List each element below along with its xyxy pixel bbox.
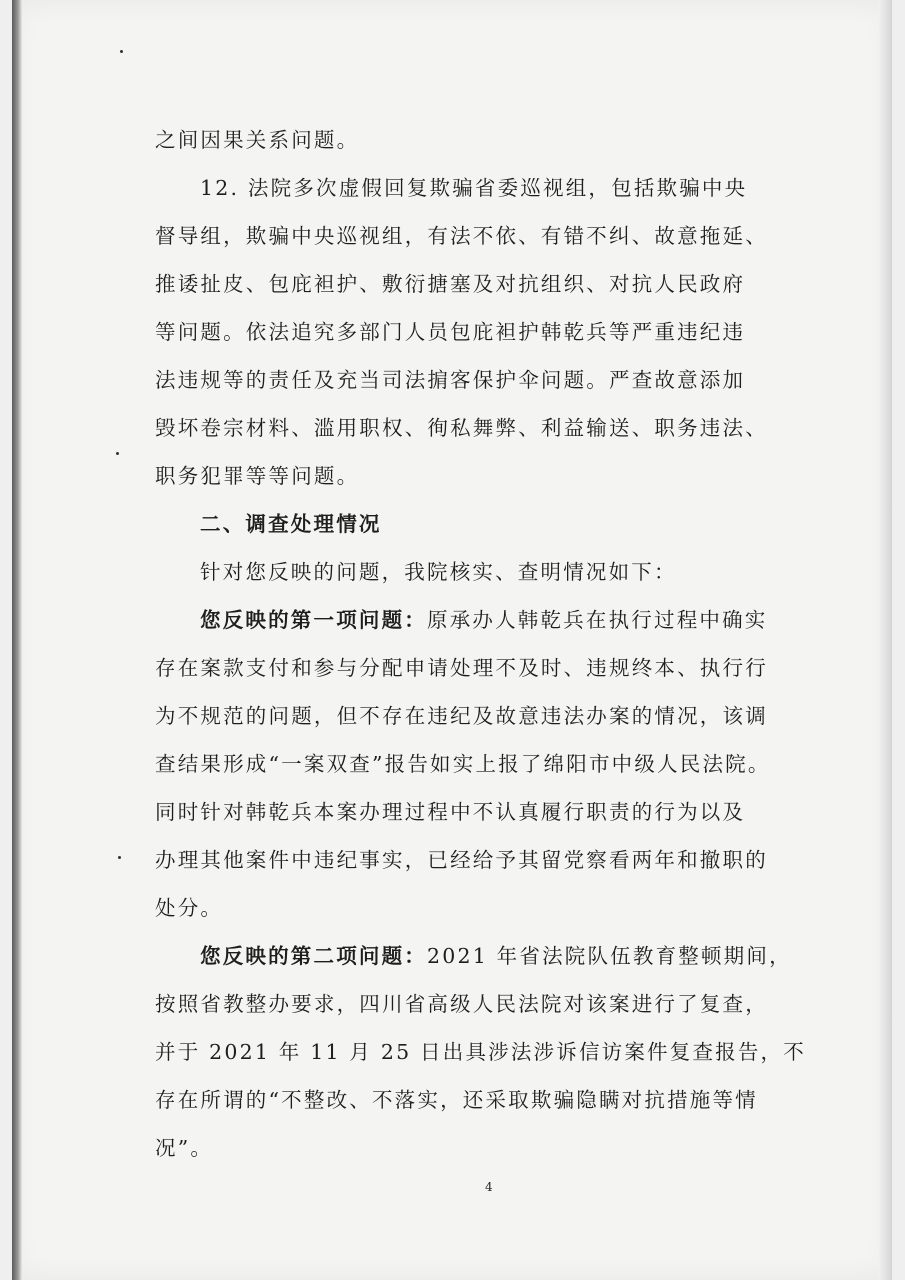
item2-first-line-text: 2021 年省法院队伍教育整顿期间， <box>427 944 792 968</box>
item1-first-line-text: 原承办人韩乾兵在执行过程中确实 <box>427 608 768 632</box>
speck-mark <box>120 50 123 53</box>
body-line: 12. 法院多次虚假回复欺骗省委巡视组，包括欺骗中央 <box>200 176 748 200</box>
item2-first-line <box>155 932 830 980</box>
item2-line: 存在所谓的“不整改、不落实，还采取欺骗隐瞒对抗措施等情 <box>155 1088 758 1112</box>
item1-label: 您反映的第一项问题： <box>200 608 427 632</box>
item2-label: 您反映的第二项问题： <box>200 944 427 968</box>
item1-first-line <box>155 596 830 644</box>
page-right-edge-shadow <box>878 0 892 1280</box>
body-line: 之间因果关系问题。 <box>155 128 360 152</box>
section-heading: 二、调查处理情况 <box>200 512 382 536</box>
body-line: 职务犯罪等等问题。 <box>155 464 360 488</box>
body-line: 等问题。依法追究多部门人员包庇袒护韩乾兵等严重违纪违 <box>155 320 746 344</box>
body-line: 法违规等的责任及充当司法掮客保护伞问题。严查故意添加 <box>155 368 746 392</box>
page-number: 4 <box>485 1180 493 1194</box>
item2-line: 况”。 <box>155 1136 214 1160</box>
item1-line: 为不规范的问题，但不存在违纪及故意违法办案的情况，该调 <box>155 704 768 728</box>
speck-mark <box>118 856 121 859</box>
item2-line: 并于 2021 年 11 月 25 日出具涉法涉诉信访案件复查报告，不 <box>155 1040 806 1064</box>
document-body <box>155 116 830 1172</box>
item1-line: 办理其他案件中违纪事实，已经给予其留党察看两年和撤职的 <box>155 848 768 872</box>
item1-line: 处分。 <box>155 896 224 920</box>
item1-line: 查结果形成“一案双查”报告如实上报了绵阳市中级人民法院。 <box>155 752 771 776</box>
speck-mark <box>116 452 119 455</box>
body-line: 推诿扯皮、包庇袒护、敷衍搪塞及对抗组织、对抗人民政府 <box>155 272 746 296</box>
body-line: 督导组，欺骗中央巡视组，有法不依、有错不纠、故意拖延、 <box>155 224 768 248</box>
page-left-edge-shadow <box>12 0 22 1280</box>
item2-line: 按照省教整办要求，四川省高级人民法院对该案进行了复查， <box>155 992 768 1016</box>
item1-line: 同时针对韩乾兵本案办理过程中不认真履行职责的行为以及 <box>155 800 746 824</box>
body-line: 毁坏卷宗材料、滥用职权、徇私舞弊、利益输送、职务违法、 <box>155 416 768 440</box>
intro-line: 针对您反映的问题，我院核实、查明情况如下： <box>200 560 677 584</box>
item1-line: 存在案款支付和参与分配申请处理不及时、违规终本、执行行 <box>155 656 768 680</box>
